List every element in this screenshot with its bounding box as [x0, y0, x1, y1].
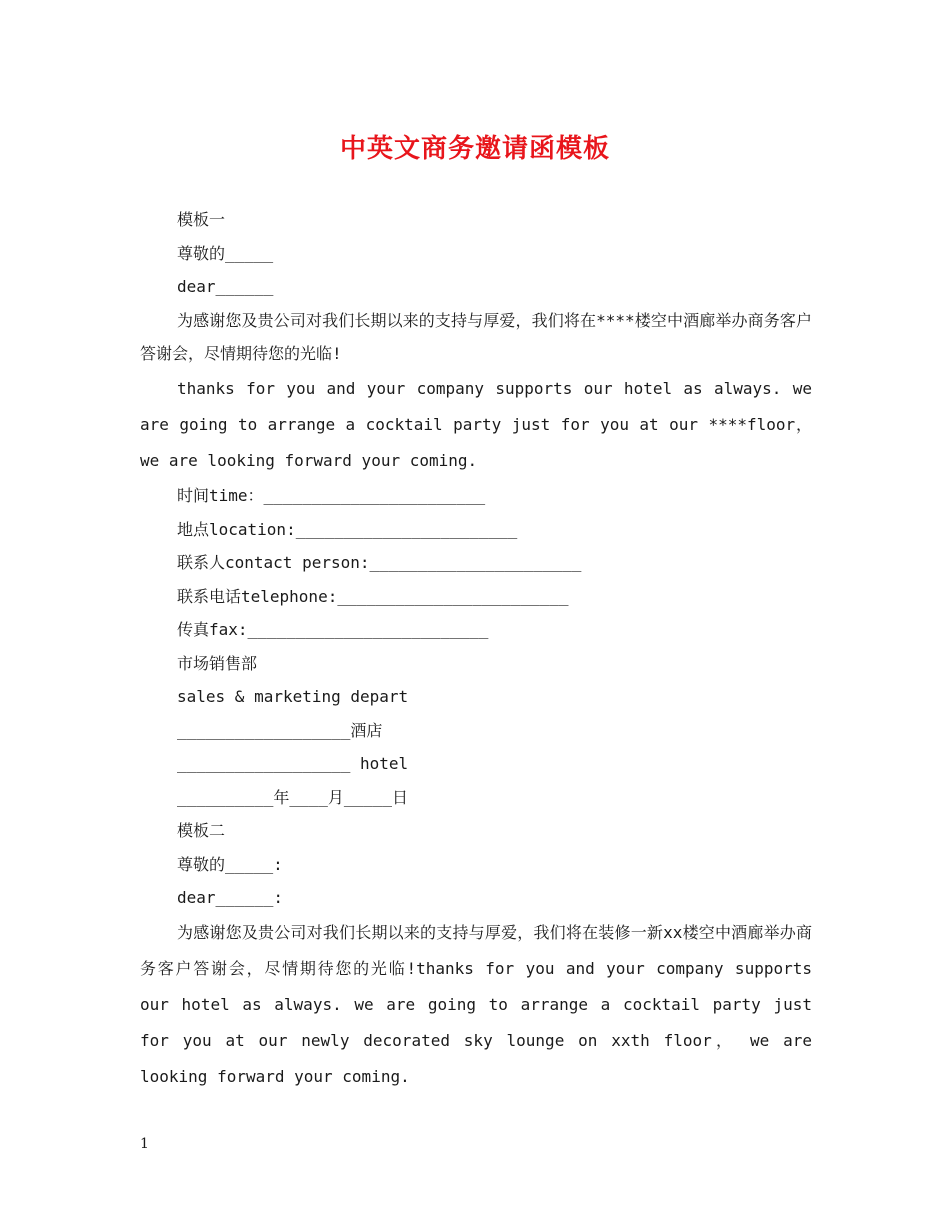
date-line: __________年____月_____日: [177, 787, 409, 807]
location-field: 地点location:_______________________: [177, 519, 518, 539]
template-one-heading: 模板一: [177, 210, 226, 229]
department-en: sales & marketing depart: [177, 687, 409, 707]
salutation-cn: 尊敬的_____: [177, 243, 274, 263]
salutation-cn-2: 尊敬的_____:: [177, 854, 283, 874]
invitation-body-en: thanks for you and your company supports our hotel as always. we are going to arrange a cocktail party just for you at our ****floor， we are looking forward your coming.: [140, 378, 812, 470]
hotel-name-cn: __________________酒店: [177, 720, 383, 740]
salutation-en: dear______: [177, 277, 274, 296]
invitation-body-2: 为感谢您及贵公司对我们长期以来的支持与厚爱，我们将在装修一新xx楼空中酒廊举办商务客户答谢会，尽情期待您的光临!thanks for you and your company supports our hotel as always. we are going to arrange a cocktail party just for you at our newly decorated sky lounge on xxth floor， we are looking forward your coming.: [140, 922, 812, 1087]
hotel-name-en: __________________ hotel: [177, 754, 409, 774]
invitation-body-cn: 为感谢您及贵公司对我们长期以来的支持与厚爱，我们将在****楼空中酒廊举办商务客户答谢会，尽情期待您的光临!: [140, 310, 812, 363]
time-field: 时间time：_______________________: [177, 486, 486, 506]
telephone-field: 联系电话telephone:________________________: [177, 586, 569, 606]
fax-field: 传真fax:_________________________: [177, 620, 489, 640]
page-number: 1: [140, 1136, 149, 1152]
salutation-en-2: dear______:: [177, 888, 283, 908]
document-title: 中英文商务邀请函模板: [339, 134, 610, 164]
department-cn: 市场销售部: [177, 653, 258, 673]
contact-person-field: 联系人contact person:______________________: [177, 553, 582, 573]
template-two-heading: 模板二: [177, 821, 226, 841]
document-body: [140, 203, 812, 1096]
